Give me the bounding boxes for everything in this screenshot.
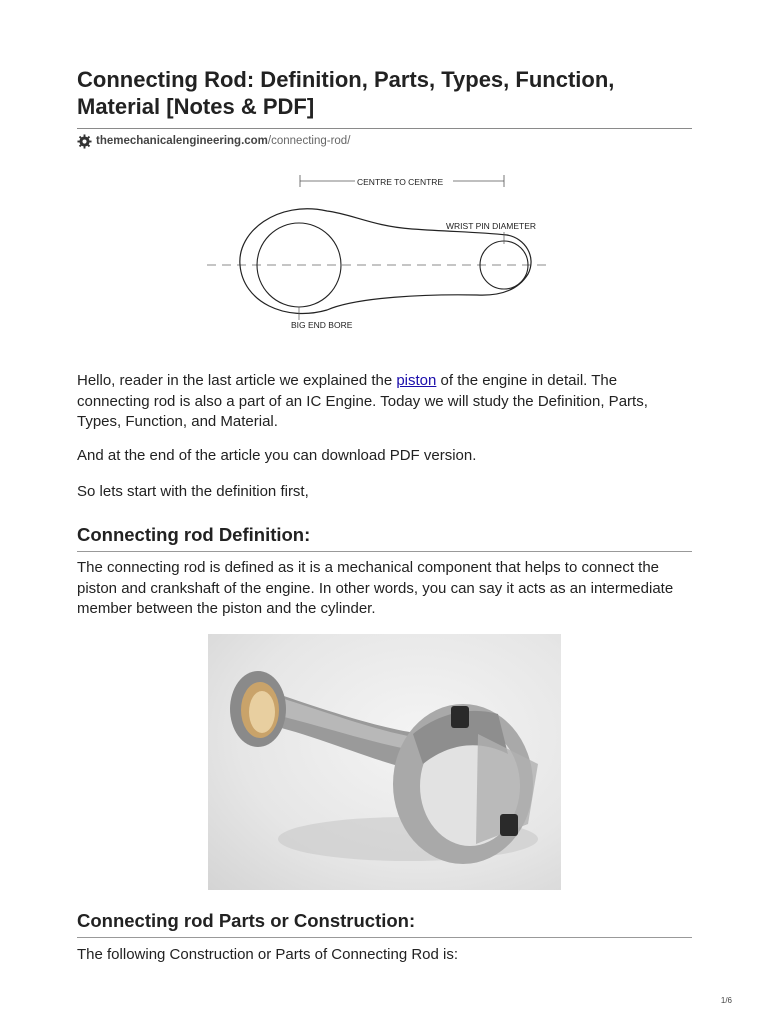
definition-heading: Connecting rod Definition: bbox=[77, 524, 311, 545]
source-host[interactable]: themechanicalengineering.com bbox=[96, 135, 268, 147]
start-paragraph: So lets start with the definition first, bbox=[77, 483, 309, 500]
construction-heading: Connecting rod Parts or Construction: bbox=[77, 910, 416, 931]
construction-divider bbox=[77, 937, 692, 938]
intro-paragraph: Hello, reader in the last article we explained the piston of the engine in detail. The connecting rod is also a part of an IC Engine. Today we will study the Definition, Parts, Types, Function, and Material. bbox=[77, 372, 648, 430]
title-divider bbox=[77, 128, 692, 129]
piston-link[interactable]: piston bbox=[396, 372, 437, 389]
page-number: 1/6 bbox=[720, 996, 732, 1005]
construction-paragraph: The following Construction or Parts of Connecting Rod is: bbox=[77, 946, 459, 963]
article-title: Connecting Rod: Definition, Parts, Types, Function, Material [Notes & PDF] bbox=[77, 67, 615, 119]
source-path[interactable]: /connecting-rod/ bbox=[267, 135, 351, 147]
source-line[interactable] bbox=[77, 133, 350, 149]
connecting-rod-photo bbox=[208, 634, 561, 890]
label-big-end-bore: BIG END BORE bbox=[291, 320, 353, 330]
label-wrist-pin-diameter: WRIST PIN DIAMETER bbox=[446, 221, 537, 231]
connecting-rod-diagram bbox=[207, 162, 561, 352]
pdf-note-paragraph: And at the end of the article you can download PDF version. bbox=[77, 447, 477, 464]
definition-paragraph: The connecting rod is defined as it is a mechanical component that helps to connect the piston and crankshaft of the engine. In other words, you can say it acts as an intermediate member between the piston and the cylinder. bbox=[77, 559, 674, 617]
label-centre-to-centre: CENTRE TO CENTRE bbox=[357, 177, 444, 187]
gear-icon bbox=[77, 134, 92, 149]
definition-divider bbox=[77, 551, 692, 552]
